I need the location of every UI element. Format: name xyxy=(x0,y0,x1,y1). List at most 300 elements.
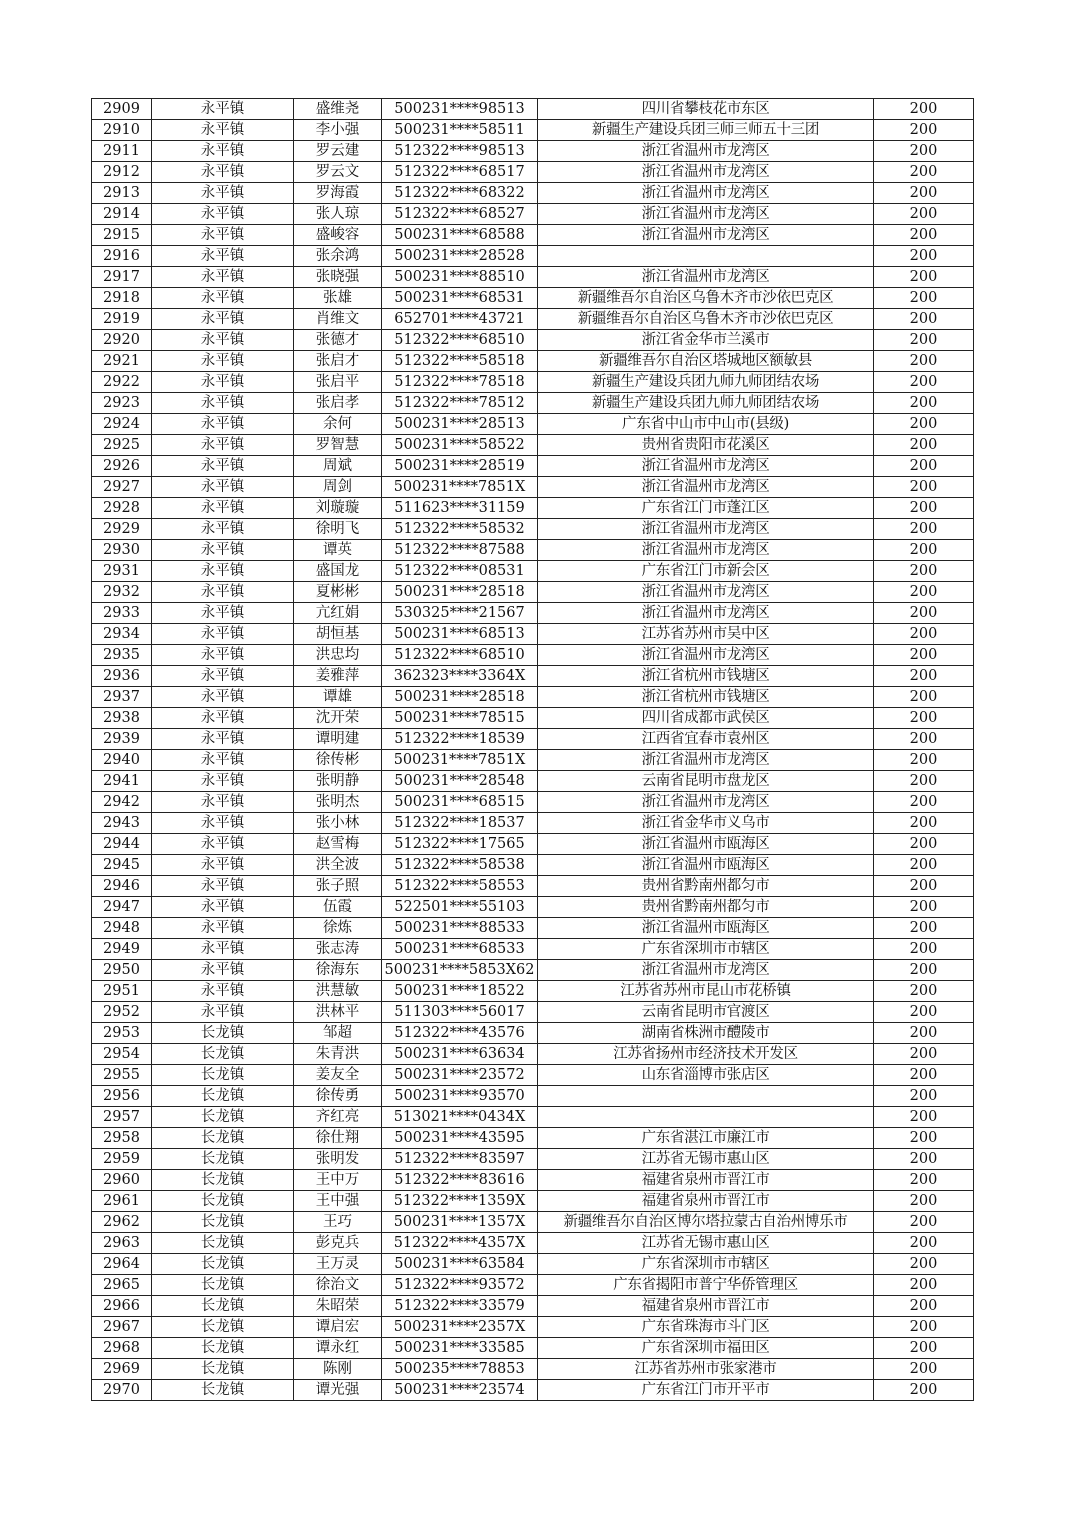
town-cell: 永平镇 xyxy=(152,246,294,267)
row-number-cell: 2930 xyxy=(92,540,152,561)
name-cell: 王中强 xyxy=(294,1191,382,1212)
amount-cell: 200 xyxy=(874,1380,974,1401)
table-row xyxy=(92,1002,974,1023)
row-number-cell: 2932 xyxy=(92,582,152,603)
row-number-cell: 2952 xyxy=(92,1002,152,1023)
work-address-cell: 江苏省苏州市张家港市 xyxy=(538,1359,874,1380)
work-address-cell: 广东省深圳市市辖区 xyxy=(538,939,874,960)
work-address-cell: 浙江省金华市义乌市 xyxy=(538,813,874,834)
name-cell: 张雄 xyxy=(294,288,382,309)
id-number-cell: 500231****58511 xyxy=(382,120,538,141)
work-address-cell: 广东省江门市开平市 xyxy=(538,1380,874,1401)
id-number-cell: 500231****68515 xyxy=(382,792,538,813)
name-cell: 徐传勇 xyxy=(294,1086,382,1107)
id-number-cell: 512322****68527 xyxy=(382,204,538,225)
town-cell: 长龙镇 xyxy=(152,1086,294,1107)
table-row xyxy=(92,1212,974,1233)
row-number-cell: 2966 xyxy=(92,1296,152,1317)
id-number-cell: 500231****63634 xyxy=(382,1044,538,1065)
amount-cell: 200 xyxy=(874,1275,974,1296)
row-number-cell: 2938 xyxy=(92,708,152,729)
id-number-cell: 512322****98513 xyxy=(382,141,538,162)
row-number-cell: 2921 xyxy=(92,351,152,372)
name-cell: 余何 xyxy=(294,414,382,435)
town-cell: 永平镇 xyxy=(152,855,294,876)
name-cell: 陈刚 xyxy=(294,1359,382,1380)
name-cell: 肖维文 xyxy=(294,309,382,330)
table-row xyxy=(92,309,974,330)
town-cell: 永平镇 xyxy=(152,981,294,1002)
row-number-cell: 2940 xyxy=(92,750,152,771)
row-number-cell: 2968 xyxy=(92,1338,152,1359)
table-row xyxy=(92,1233,974,1254)
town-cell: 永平镇 xyxy=(152,162,294,183)
row-number-cell: 2936 xyxy=(92,666,152,687)
id-number-cell: 500231****68588 xyxy=(382,225,538,246)
table-row xyxy=(92,267,974,288)
id-number-cell: 512322****58518 xyxy=(382,351,538,372)
id-number-cell: 512322****68517 xyxy=(382,162,538,183)
row-number-cell: 2926 xyxy=(92,456,152,477)
name-cell: 洪林平 xyxy=(294,1002,382,1023)
row-number-cell: 2912 xyxy=(92,162,152,183)
amount-cell: 200 xyxy=(874,1170,974,1191)
id-number-cell: 512322****68510 xyxy=(382,645,538,666)
town-cell: 永平镇 xyxy=(152,645,294,666)
work-address-cell: 浙江省温州市龙湾区 xyxy=(538,792,874,813)
id-number-cell: 511623****31159 xyxy=(382,498,538,519)
id-number-cell: 512322****08531 xyxy=(382,561,538,582)
row-number-cell: 2934 xyxy=(92,624,152,645)
name-cell: 李小强 xyxy=(294,120,382,141)
work-address-cell xyxy=(538,1107,874,1128)
town-cell: 长龙镇 xyxy=(152,1380,294,1401)
table-row xyxy=(92,582,974,603)
table-row xyxy=(92,288,974,309)
amount-cell: 200 xyxy=(874,960,974,981)
work-address-cell: 广东省江门市新会区 xyxy=(538,561,874,582)
row-number-cell: 2970 xyxy=(92,1380,152,1401)
name-cell: 徐明飞 xyxy=(294,519,382,540)
town-cell: 长龙镇 xyxy=(152,1107,294,1128)
work-address-cell: 福建省泉州市晋江市 xyxy=(538,1296,874,1317)
amount-cell: 200 xyxy=(874,897,974,918)
row-number-cell: 2911 xyxy=(92,141,152,162)
amount-cell: 200 xyxy=(874,750,974,771)
id-number-cell: 500231****28548 xyxy=(382,771,538,792)
name-cell: 亢红娟 xyxy=(294,603,382,624)
amount-cell: 200 xyxy=(874,393,974,414)
name-cell: 盛国龙 xyxy=(294,561,382,582)
row-number-cell: 2965 xyxy=(92,1275,152,1296)
id-number-cell: 500231****2357X xyxy=(382,1317,538,1338)
table-row xyxy=(92,960,974,981)
name-cell: 谭永红 xyxy=(294,1338,382,1359)
amount-cell: 200 xyxy=(874,162,974,183)
name-cell: 谭光强 xyxy=(294,1380,382,1401)
amount-cell: 200 xyxy=(874,624,974,645)
work-address-cell: 浙江省温州市龙湾区 xyxy=(538,204,874,225)
work-address-cell: 浙江省温州市瓯海区 xyxy=(538,918,874,939)
town-cell: 永平镇 xyxy=(152,372,294,393)
table-row xyxy=(92,435,974,456)
town-cell: 永平镇 xyxy=(152,225,294,246)
table-row xyxy=(92,834,974,855)
town-cell: 永平镇 xyxy=(152,708,294,729)
id-number-cell: 500231****7851X xyxy=(382,477,538,498)
table-row xyxy=(92,540,974,561)
table-row xyxy=(92,1128,974,1149)
row-number-cell: 2951 xyxy=(92,981,152,1002)
row-number-cell: 2943 xyxy=(92,813,152,834)
work-address-cell: 江苏省无锡市惠山区 xyxy=(538,1233,874,1254)
row-number-cell: 2954 xyxy=(92,1044,152,1065)
amount-cell: 200 xyxy=(874,1023,974,1044)
row-number-cell: 2917 xyxy=(92,267,152,288)
name-cell: 罗海霞 xyxy=(294,183,382,204)
town-cell: 永平镇 xyxy=(152,876,294,897)
id-number-cell: 652701****43721 xyxy=(382,309,538,330)
amount-cell: 200 xyxy=(874,225,974,246)
amount-cell: 200 xyxy=(874,351,974,372)
amount-cell: 200 xyxy=(874,519,974,540)
work-address-cell: 贵州省黔南州都匀市 xyxy=(538,897,874,918)
amount-cell: 200 xyxy=(874,1254,974,1275)
table-row xyxy=(92,225,974,246)
amount-cell: 200 xyxy=(874,603,974,624)
work-address-cell: 云南省昆明市官渡区 xyxy=(538,1002,874,1023)
name-cell: 徐治文 xyxy=(294,1275,382,1296)
table-row xyxy=(92,813,974,834)
work-address-cell: 福建省泉州市晋江市 xyxy=(538,1191,874,1212)
table-row xyxy=(92,1254,974,1275)
name-cell: 谭雄 xyxy=(294,687,382,708)
town-cell: 永平镇 xyxy=(152,666,294,687)
table-row xyxy=(92,1191,974,1212)
town-cell: 永平镇 xyxy=(152,561,294,582)
name-cell: 朱青洪 xyxy=(294,1044,382,1065)
name-cell: 伍霞 xyxy=(294,897,382,918)
row-number-cell: 2948 xyxy=(92,918,152,939)
row-number-cell: 2910 xyxy=(92,120,152,141)
id-number-cell: 500231****88533 xyxy=(382,918,538,939)
amount-cell: 200 xyxy=(874,141,974,162)
work-address-cell: 江苏省苏州市昆山市花桥镇 xyxy=(538,981,874,1002)
table-row xyxy=(92,1170,974,1191)
town-cell: 永平镇 xyxy=(152,939,294,960)
work-address-cell: 广东省湛江市廉江市 xyxy=(538,1128,874,1149)
row-number-cell: 2927 xyxy=(92,477,152,498)
amount-cell: 200 xyxy=(874,246,974,267)
work-address-cell: 江苏省无锡市惠山区 xyxy=(538,1149,874,1170)
town-cell: 永平镇 xyxy=(152,204,294,225)
table-row xyxy=(92,1086,974,1107)
amount-cell: 200 xyxy=(874,372,974,393)
table-row xyxy=(92,897,974,918)
table-row xyxy=(92,477,974,498)
work-address-cell: 浙江省温州市龙湾区 xyxy=(538,582,874,603)
row-number-cell: 2944 xyxy=(92,834,152,855)
work-address-cell: 浙江省杭州市钱塘区 xyxy=(538,687,874,708)
id-number-cell: 512322****18539 xyxy=(382,729,538,750)
row-number-cell: 2945 xyxy=(92,855,152,876)
id-number-cell: 500231****28518 xyxy=(382,687,538,708)
work-address-cell: 新疆生产建设兵团三师三师五十三团 xyxy=(538,120,874,141)
name-cell: 张启孝 xyxy=(294,393,382,414)
id-number-cell: 512322****17565 xyxy=(382,834,538,855)
table-row xyxy=(92,771,974,792)
amount-cell: 200 xyxy=(874,645,974,666)
town-cell: 长龙镇 xyxy=(152,1317,294,1338)
id-number-cell: 500231****68531 xyxy=(382,288,538,309)
row-number-cell: 2914 xyxy=(92,204,152,225)
amount-cell: 200 xyxy=(874,435,974,456)
work-address-cell: 新疆生产建设兵团九师九师团结农场 xyxy=(538,393,874,414)
table-row xyxy=(92,1149,974,1170)
amount-cell: 200 xyxy=(874,414,974,435)
name-cell: 姜友全 xyxy=(294,1065,382,1086)
name-cell: 洪全波 xyxy=(294,855,382,876)
amount-cell: 200 xyxy=(874,813,974,834)
work-address-cell: 浙江省温州市龙湾区 xyxy=(538,540,874,561)
name-cell: 夏彬彬 xyxy=(294,582,382,603)
amount-cell: 200 xyxy=(874,267,974,288)
id-number-cell: 512322****58538 xyxy=(382,855,538,876)
table-row xyxy=(92,1317,974,1338)
roster-table-body xyxy=(92,99,974,1401)
town-cell: 永平镇 xyxy=(152,834,294,855)
amount-cell: 200 xyxy=(874,477,974,498)
work-address-cell: 浙江省温州市瓯海区 xyxy=(538,855,874,876)
amount-cell: 200 xyxy=(874,1338,974,1359)
table-row xyxy=(92,561,974,582)
amount-cell: 200 xyxy=(874,1044,974,1065)
name-cell: 彭克兵 xyxy=(294,1233,382,1254)
table-row xyxy=(92,1044,974,1065)
table-row xyxy=(92,666,974,687)
row-number-cell: 2953 xyxy=(92,1023,152,1044)
row-number-cell: 2947 xyxy=(92,897,152,918)
id-number-cell: 512322****58532 xyxy=(382,519,538,540)
name-cell: 姜雅萍 xyxy=(294,666,382,687)
town-cell: 永平镇 xyxy=(152,771,294,792)
work-address-cell xyxy=(538,246,874,267)
table-row xyxy=(92,729,974,750)
id-number-cell: 500231****63584 xyxy=(382,1254,538,1275)
name-cell: 张启才 xyxy=(294,351,382,372)
table-row xyxy=(92,939,974,960)
table-row xyxy=(92,645,974,666)
row-number-cell: 2918 xyxy=(92,288,152,309)
table-row xyxy=(92,1107,974,1128)
name-cell: 张志涛 xyxy=(294,939,382,960)
work-address-cell: 江西省宜春市袁州区 xyxy=(538,729,874,750)
name-cell: 谭英 xyxy=(294,540,382,561)
name-cell: 刘璇璇 xyxy=(294,498,382,519)
amount-cell: 200 xyxy=(874,1191,974,1212)
table-row xyxy=(92,1023,974,1044)
name-cell: 王中万 xyxy=(294,1170,382,1191)
row-number-cell: 2941 xyxy=(92,771,152,792)
roster-table xyxy=(91,98,974,1401)
id-number-cell: 500231****33585 xyxy=(382,1338,538,1359)
amount-cell: 200 xyxy=(874,330,974,351)
id-number-cell: 500231****68513 xyxy=(382,624,538,645)
town-cell: 永平镇 xyxy=(152,792,294,813)
town-cell: 长龙镇 xyxy=(152,1233,294,1254)
id-number-cell: 500231****28518 xyxy=(382,582,538,603)
town-cell: 永平镇 xyxy=(152,729,294,750)
table-row xyxy=(92,1296,974,1317)
name-cell: 张余鸿 xyxy=(294,246,382,267)
amount-cell: 200 xyxy=(874,1107,974,1128)
work-address-cell: 山东省淄博市张店区 xyxy=(538,1065,874,1086)
amount-cell: 200 xyxy=(874,582,974,603)
name-cell: 张人琼 xyxy=(294,204,382,225)
id-number-cell: 500231****93570 xyxy=(382,1086,538,1107)
row-number-cell: 2957 xyxy=(92,1107,152,1128)
table-row xyxy=(92,1380,974,1401)
amount-cell: 200 xyxy=(874,1149,974,1170)
work-address-cell: 浙江省杭州市钱塘区 xyxy=(538,666,874,687)
name-cell: 徐仕翔 xyxy=(294,1128,382,1149)
work-address-cell: 浙江省温州市龙湾区 xyxy=(538,162,874,183)
town-cell: 永平镇 xyxy=(152,141,294,162)
id-number-cell: 500231****68533 xyxy=(382,939,538,960)
id-number-cell: 500231****78515 xyxy=(382,708,538,729)
id-number-cell: 512322****93572 xyxy=(382,1275,538,1296)
name-cell: 朱昭荣 xyxy=(294,1296,382,1317)
row-number-cell: 2919 xyxy=(92,309,152,330)
row-number-cell: 2928 xyxy=(92,498,152,519)
work-address-cell: 浙江省温州市龙湾区 xyxy=(538,183,874,204)
name-cell: 胡恒基 xyxy=(294,624,382,645)
name-cell: 徐炼 xyxy=(294,918,382,939)
row-number-cell: 2924 xyxy=(92,414,152,435)
id-number-cell: 500231****28513 xyxy=(382,414,538,435)
amount-cell: 200 xyxy=(874,1002,974,1023)
town-cell: 永平镇 xyxy=(152,813,294,834)
name-cell: 罗智慧 xyxy=(294,435,382,456)
amount-cell: 200 xyxy=(874,1317,974,1338)
work-address-cell: 广东省珠海市斗门区 xyxy=(538,1317,874,1338)
town-cell: 永平镇 xyxy=(152,351,294,372)
table-row xyxy=(92,162,974,183)
row-number-cell: 2955 xyxy=(92,1065,152,1086)
row-number-cell: 2960 xyxy=(92,1170,152,1191)
row-number-cell: 2949 xyxy=(92,939,152,960)
town-cell: 长龙镇 xyxy=(152,1296,294,1317)
id-number-cell: 522501****55103 xyxy=(382,897,538,918)
table-row xyxy=(92,183,974,204)
amount-cell: 200 xyxy=(874,792,974,813)
row-number-cell: 2931 xyxy=(92,561,152,582)
id-number-cell: 512322****83616 xyxy=(382,1170,538,1191)
amount-cell: 200 xyxy=(874,498,974,519)
id-number-cell: 500231****88510 xyxy=(382,267,538,288)
row-number-cell: 2946 xyxy=(92,876,152,897)
row-number-cell: 2950 xyxy=(92,960,152,981)
table-row xyxy=(92,981,974,1002)
name-cell: 张明发 xyxy=(294,1149,382,1170)
name-cell: 谭明建 xyxy=(294,729,382,750)
town-cell: 永平镇 xyxy=(152,477,294,498)
work-address-cell: 浙江省温州市瓯海区 xyxy=(538,834,874,855)
id-number-cell: 500231****98513 xyxy=(382,99,538,120)
row-number-cell: 2969 xyxy=(92,1359,152,1380)
town-cell: 长龙镇 xyxy=(152,1191,294,1212)
name-cell: 罗云建 xyxy=(294,141,382,162)
town-cell: 永平镇 xyxy=(152,120,294,141)
id-number-cell: 500231****43595 xyxy=(382,1128,538,1149)
id-number-cell: 500231****28519 xyxy=(382,456,538,477)
table-row xyxy=(92,750,974,771)
id-number-cell: 512322****4357X xyxy=(382,1233,538,1254)
amount-cell: 200 xyxy=(874,1086,974,1107)
work-address-cell: 湖南省株洲市醴陵市 xyxy=(538,1023,874,1044)
town-cell: 永平镇 xyxy=(152,183,294,204)
id-number-cell: 500231****18522 xyxy=(382,981,538,1002)
amount-cell: 200 xyxy=(874,918,974,939)
id-number-cell: 512322****43576 xyxy=(382,1023,538,1044)
name-cell: 张子照 xyxy=(294,876,382,897)
work-address-cell: 新疆维吾尔自治区乌鲁木齐市沙依巴克区 xyxy=(538,288,874,309)
row-number-cell: 2959 xyxy=(92,1149,152,1170)
town-cell: 长龙镇 xyxy=(152,1170,294,1191)
town-cell: 永平镇 xyxy=(152,267,294,288)
row-number-cell: 2922 xyxy=(92,372,152,393)
amount-cell: 200 xyxy=(874,666,974,687)
table-row xyxy=(92,1359,974,1380)
work-address-cell xyxy=(538,1086,874,1107)
town-cell: 永平镇 xyxy=(152,897,294,918)
id-number-cell: 512322****58553 xyxy=(382,876,538,897)
name-cell: 盛维尧 xyxy=(294,99,382,120)
table-row xyxy=(92,351,974,372)
id-number-cell: 512322****1359X xyxy=(382,1191,538,1212)
amount-cell: 200 xyxy=(874,309,974,330)
row-number-cell: 2925 xyxy=(92,435,152,456)
id-number-cell: 530325****21567 xyxy=(382,603,538,624)
table-row xyxy=(92,204,974,225)
table-row xyxy=(92,141,974,162)
town-cell: 永平镇 xyxy=(152,750,294,771)
amount-cell: 200 xyxy=(874,1128,974,1149)
table-row xyxy=(92,708,974,729)
id-number-cell: 512322****68322 xyxy=(382,183,538,204)
amount-cell: 200 xyxy=(874,540,974,561)
table-row xyxy=(92,603,974,624)
amount-cell: 200 xyxy=(874,1212,974,1233)
work-address-cell: 浙江省温州市龙湾区 xyxy=(538,141,874,162)
work-address-cell: 广东省深圳市市辖区 xyxy=(538,1254,874,1275)
amount-cell: 200 xyxy=(874,1233,974,1254)
town-cell: 长龙镇 xyxy=(152,1065,294,1086)
town-cell: 永平镇 xyxy=(152,582,294,603)
table-row xyxy=(92,330,974,351)
work-address-cell: 四川省成都市武侯区 xyxy=(538,708,874,729)
amount-cell: 200 xyxy=(874,981,974,1002)
table-row xyxy=(92,687,974,708)
town-cell: 永平镇 xyxy=(152,540,294,561)
id-number-cell: 500231****23574 xyxy=(382,1380,538,1401)
table-row xyxy=(92,246,974,267)
row-number-cell: 2929 xyxy=(92,519,152,540)
id-number-cell: 513021****0434X xyxy=(382,1107,538,1128)
amount-cell: 200 xyxy=(874,939,974,960)
name-cell: 张启平 xyxy=(294,372,382,393)
table-row xyxy=(92,414,974,435)
